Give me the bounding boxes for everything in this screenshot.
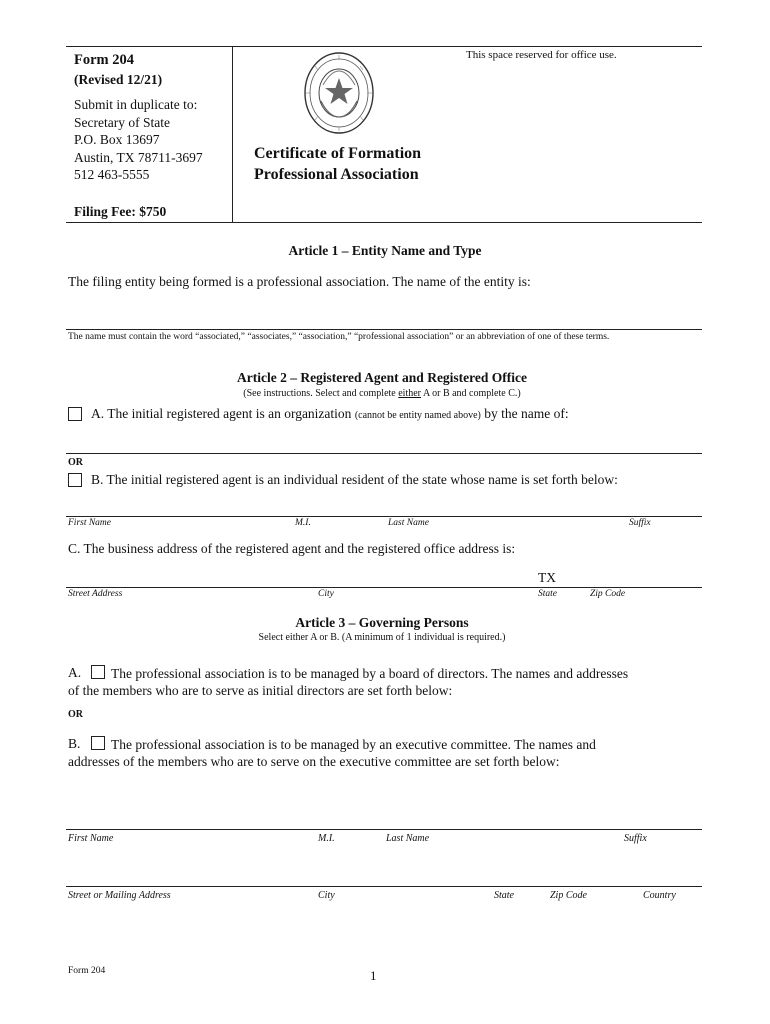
article3-a-prefix: A. [68, 665, 82, 680]
article1-heading: Article 1 – Entity Name and Type [288, 243, 482, 258]
article3-b-line1: The professional association is to be managed by an executive committee. The names and [111, 737, 596, 752]
state-value: TX [538, 570, 556, 585]
gov-first-name-label: First Name [68, 833, 114, 844]
instr-pre: (See instructions. Select and complete [243, 388, 399, 399]
article2-or: OR [68, 457, 83, 468]
article3-a-line2: of the members who are to serve as initial directors are set forth below: [68, 683, 453, 698]
option-b-checkbox[interactable] [68, 473, 82, 487]
agent-suffix-label: Suffix [629, 518, 651, 528]
page-number: 1 [370, 968, 377, 983]
article3-or: OR [68, 709, 83, 720]
gov-zip-label: Zip Code [550, 890, 587, 901]
option-a-text [91, 406, 569, 422]
governing-person-address-field[interactable] [66, 886, 702, 887]
agent-name-field[interactable] [66, 516, 702, 517]
option-b-text: B. The initial registered agent is an individual resident of the state whose name is set forth below: [91, 472, 618, 487]
agent-last-name-label: Last Name [388, 518, 429, 528]
article3-a-text [68, 665, 628, 699]
submit-line: Austin, TX 78711-3697 [74, 149, 203, 165]
article3-a-line1: The professional association is to be managed by a board of directors. The names and addresses [111, 666, 629, 681]
article2-heading: Article 2 – Registered Agent and Registered Office [236, 370, 528, 385]
state-label: State [538, 589, 557, 599]
filing-fee: Filing Fee: $750 [74, 204, 167, 219]
instr-either: either [398, 388, 421, 399]
organization-name-field[interactable] [66, 453, 702, 454]
submit-line: P.O. Box 13697 [74, 132, 160, 147]
zip-code-label: Zip Code [590, 589, 626, 599]
gov-last-name-label: Last Name [386, 833, 430, 844]
office-use-note: This space reserved for office use. [466, 49, 617, 61]
form-revised: (Revised 12/21) [74, 72, 163, 87]
option-a-checkbox[interactable] [68, 407, 82, 421]
submit-line: 512 463-5555 [74, 167, 150, 182]
certificate-title-line2: Professional Association [254, 166, 419, 183]
gov-mi-label: M.I. [318, 833, 335, 844]
article3-b-text [68, 736, 596, 770]
gov-street-label: Street or Mailing Address [68, 890, 171, 901]
option-a-post: by the name of: [480, 406, 569, 421]
article3-b-prefix: B. [68, 736, 81, 751]
agent-address-field[interactable] [66, 587, 702, 588]
article3-b-line2: addresses of the members who are to serve on the executive committee are set forth below: [68, 754, 560, 769]
entity-name-field[interactable] [66, 329, 702, 330]
article2-instructions [0, 388, 764, 399]
header-divider [232, 46, 233, 222]
article1-note: The name must contain the word “associated,” “associates,” “association,” “professional association” or an abbreviation of one of these terms. [68, 332, 610, 342]
submit-line: Secretary of State [74, 114, 170, 130]
option-a-small: (cannot be entity named above) [354, 410, 481, 421]
article1-text: The filing entity being formed is a professional association. The name of the entity is: [68, 274, 531, 289]
state-seal-icon [303, 51, 375, 135]
option-c-text: C. The business address of the registered agent and the registered office address is: [68, 541, 516, 556]
gov-state-label: State [494, 890, 514, 901]
instr-post: A or B and complete C.) [421, 388, 521, 399]
article3-heading: Article 3 – Governing Persons [295, 615, 469, 630]
governing-person-name-field[interactable] [66, 829, 702, 830]
gov-city-label: City [318, 890, 335, 901]
submit-address [74, 96, 203, 184]
city-label: City [318, 589, 334, 599]
header-top-rule [66, 46, 702, 47]
street-address-label: Street Address [68, 589, 123, 599]
option-a-main: A. The initial registered agent is an organization [91, 406, 355, 421]
gov-country-label: Country [643, 890, 676, 901]
submit-line: Submit in duplicate to: [74, 97, 198, 112]
footer-form-label: Form 204 [68, 966, 106, 976]
certificate-title-line1: Certificate of Formation [254, 145, 422, 162]
agent-first-name-label: First Name [68, 518, 112, 528]
gov-suffix-label: Suffix [624, 833, 647, 844]
agent-mi-label: M.I. [295, 518, 311, 528]
article3-instructions: Select either A or B. (A minimum of 1 individual is required.) [258, 632, 506, 643]
header-bottom-rule [66, 222, 702, 223]
form-number: Form 204 [74, 52, 134, 68]
certificate-title [254, 143, 421, 185]
